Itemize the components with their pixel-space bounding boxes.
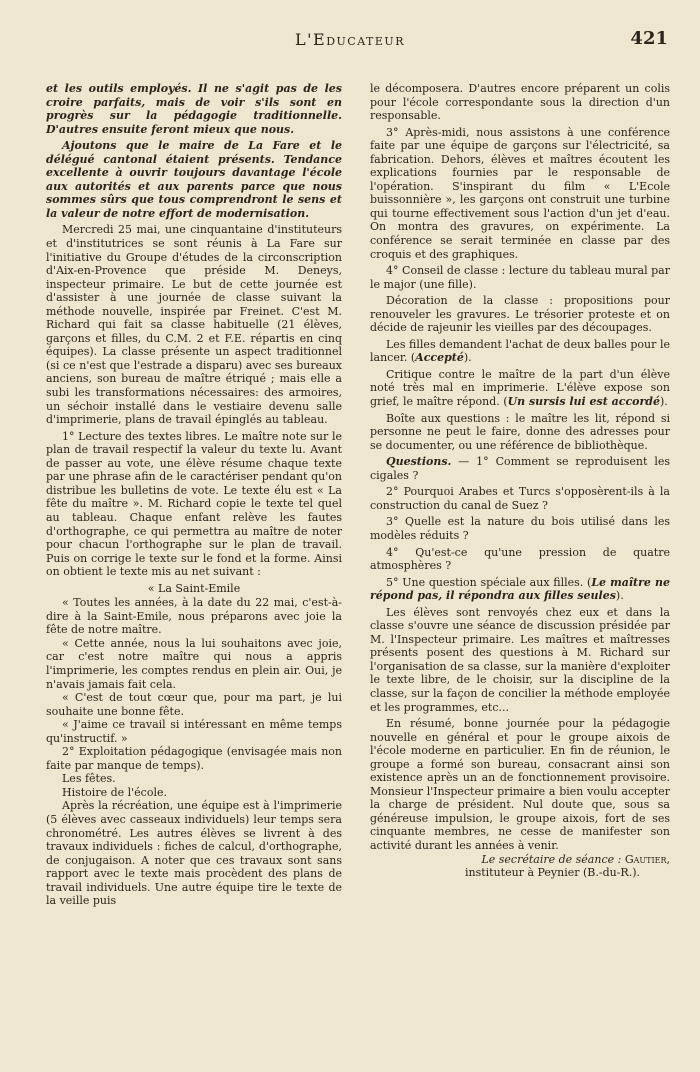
paragraph: 3° Après-midi, nous assistons à une conférence faite par une équipe de garçons sur l'électricité, sa fabrication. Dehors, élèves et maîtres écoutent les explications fournies par le responsable de l'opération. S'inspirant du film « L'Ecole buissonnière », les garçons ont construit une turbine qui tourne effectivement sous l'action d'un jet d'eau. On montra des gravures, on expérimente. La conférence se serait terminée en classe par des croquis et des graphiques. [370, 125, 670, 261]
emphasis: Le maître ne répond pas, il répondra aux filles seules [370, 575, 670, 603]
emphasis: Accepté [415, 351, 464, 365]
paragraph: « C'est de tout cœur que, pour ma part, je lui souhaite une bonne fête. [46, 691, 342, 718]
signature-role: Le secrétaire de séance : [481, 852, 622, 866]
paragraph: « J'aime ce travail si intéressant en même temps qu'instructif. » [46, 718, 342, 745]
signature-affiliation: instituteur à Peynier (B.-du-R.). [464, 866, 640, 880]
paragraph [370, 576, 670, 603]
paragraph: Les fêtes. [62, 772, 116, 786]
paragraph: 2° Exploitation pédagogique (envisagée mais non faite par manque de temps). [46, 745, 342, 772]
paragraph [370, 338, 670, 365]
right-column [370, 82, 670, 880]
signature-name: Gautier, [624, 852, 670, 866]
signature-line [370, 853, 670, 867]
paragraph: 4° Qu'est-ce qu'une pression de quatre atmosphères ? [370, 545, 670, 573]
paragraph: Les élèves sont renvoyés chez eux et dans la classe s'ouvre une séance de discussion présidée par M. l'Inspecteur primaire. Les maîtres et maîtresses présents posent des questions à M. Richard sur l'organisation de sa classe, sur la manière d'exploiter le texte libre, de le choisir, sur la discipline de la classe, sur la façon de concilier la méthode employée et les programmes, etc... [370, 605, 670, 714]
emphasis: Un sursis lui est accordé [507, 395, 660, 409]
paragraph: 3° Quelle est la nature du bois utilisé dans les modèles réduits ? [370, 515, 670, 542]
paragraph: Histoire de l'école. [62, 785, 167, 799]
paragraph: 2° Pourquoi Arabes et Turcs s'opposèrent-ils à la construction du canal de Suez ? [370, 485, 670, 512]
paragraph: Mercredi 25 mai, une cinquantaine d'instituteurs et d'institutrices se sont réunis à La Fare sur l'initiative du Groupe d'études de la circonscription d'Aix-en-Provence que préside M. Deneys, inspecteur primaire. Le but de cette journée est d'assister à une journée de classe suivant la méthode nouvelle, inspirée par Freinet. C'est M. Richard qui fait sa classe habituelle (21 élèves, garçons et filles, du C.M. 2 et F.E. répartis en cinq équipes). La classe présente un aspect traditionnel (si ce n'est que l'estrade a disparu) avec ses bureaux anciens, son bureau de maître étriqué ; mais elle a subi les transformations nécessaires: des armoires, un séchoir installé dans le vestiaire devenu salle d'imprimerie, plans de travail épinglés au tableau. [46, 223, 342, 427]
left-column [46, 82, 342, 908]
paragraph [370, 455, 670, 482]
text: Les filles demandent l'achat de deux balles pour le lancer. ( [370, 337, 670, 365]
emphasis: Questions. [386, 455, 452, 469]
paragraph: et les outils employés. Il ne s'agit pas de les croire parfaits, mais de voir s'ils sont en progrès sur la pédagogie traditionnelle. D'autres ensuite feront mieux que nous. [46, 82, 342, 136]
running-title: L'Educateur [295, 30, 405, 49]
paragraph: « Toutes les années, à la date du 22 mai, c'est-à-dire à la Saint-Emile, nous préparons avec joie la fête de notre maître. [46, 596, 342, 637]
text: ). [463, 351, 472, 365]
paragraph [370, 368, 670, 409]
page-number: 421 [630, 28, 668, 49]
quoted-title: « La Saint-Emile [147, 581, 241, 595]
text: Critique contre le maître de la part d'un élève noté très mal en imprimerie. L'élève expose son grief, le maître répond. ( [370, 367, 670, 409]
text: 5° Une question spéciale aux filles. ( [386, 575, 592, 589]
text: — 1° Comment se reproduisent les cigales ? [370, 455, 670, 482]
paragraph: 4° Conseil de classe : lecture du tableau mural par le major (une fille). [370, 264, 670, 291]
paragraph: le décomposera. D'autres encore préparent un colis pour l'école correspondante sous la direction d'un responsable. [370, 82, 670, 123]
paragraph: En résumé, bonne journée pour la pédagogie nouvelle en général et pour le groupe aixois de l'école moderne en particulier. En fin de réunion, le groupe a formé son bureau, consacrant ainsi son existence après un an de fonctionnement provisoire. Monsieur l'Inspecteur primaire a bien voulu accepter la charge de président. Nul doute que, sous sa généreuse impulsion, le groupe aixois, fort de ses cinquante membres, ne cesse de manifester son activité durant les années à venir. [370, 717, 670, 852]
paragraph: « Cette année, nous la lui souhaitons avec joie, car c'est notre maître qui nous a appris l'imprimerie, les comptes rendus en plein air. Oui, je n'avais jamais fait cela. [46, 636, 342, 691]
text: ). [660, 395, 668, 409]
page-header [0, 30, 700, 58]
paragraph: Après la récréation, une équipe est à l'imprimerie (5 élèves avec casseaux individuels) leur temps sera chronométré. Les autres élèves se livrent à des travaux individuels : fiches de calcul, d'orthographe, de conjugaison. A noter que ces travaux sont sans rapport avec le texte mais procèdent des plans de travail individuels. Une autre équipe tire le texte de la veille puis [46, 799, 342, 908]
paragraph: Décoration de la classe : propositions pour renouveler les gravures. Le trésorier proteste et on décide de rajeunir les vieilles par des découpages. [370, 294, 670, 335]
paragraph: Ajoutons que le maire de La Fare et le délégué cantonal étaient présents. Tendance excellente à ouvrir toujours davantage l'école aux autorités et aux parents parce que nous sommes sûrs que tous comprendront le sens et la valeur de notre effort de modernisation. [46, 139, 342, 220]
text: ). [615, 589, 624, 603]
paragraph: Boîte aux questions : le maître les lit, répond si personne ne peut le faire, donne des adresses pour se documenter, ou une référence de bibliothèque. [370, 411, 670, 452]
paragraph: 1° Lecture des textes libres. Le maître note sur le plan de travail respectif la valeur du texte lu. Avant de passer au vote, une élève résume chaque texte par une phrase afin de le caractériser pendant qu'on distribue les bulletins de vote. Le texte élu est « La fête du maître ». M. Richard copie le texte tel quel au tableau. Chaque enfant relève les fautes d'orthographe, ce qui permettra au maître de noter pour chacun l'orthographe sur le plan de travail. Puis on corrige le texte sur le fond et la forme. Ainsi on obtient le texte mis au net suivant : [46, 429, 342, 579]
